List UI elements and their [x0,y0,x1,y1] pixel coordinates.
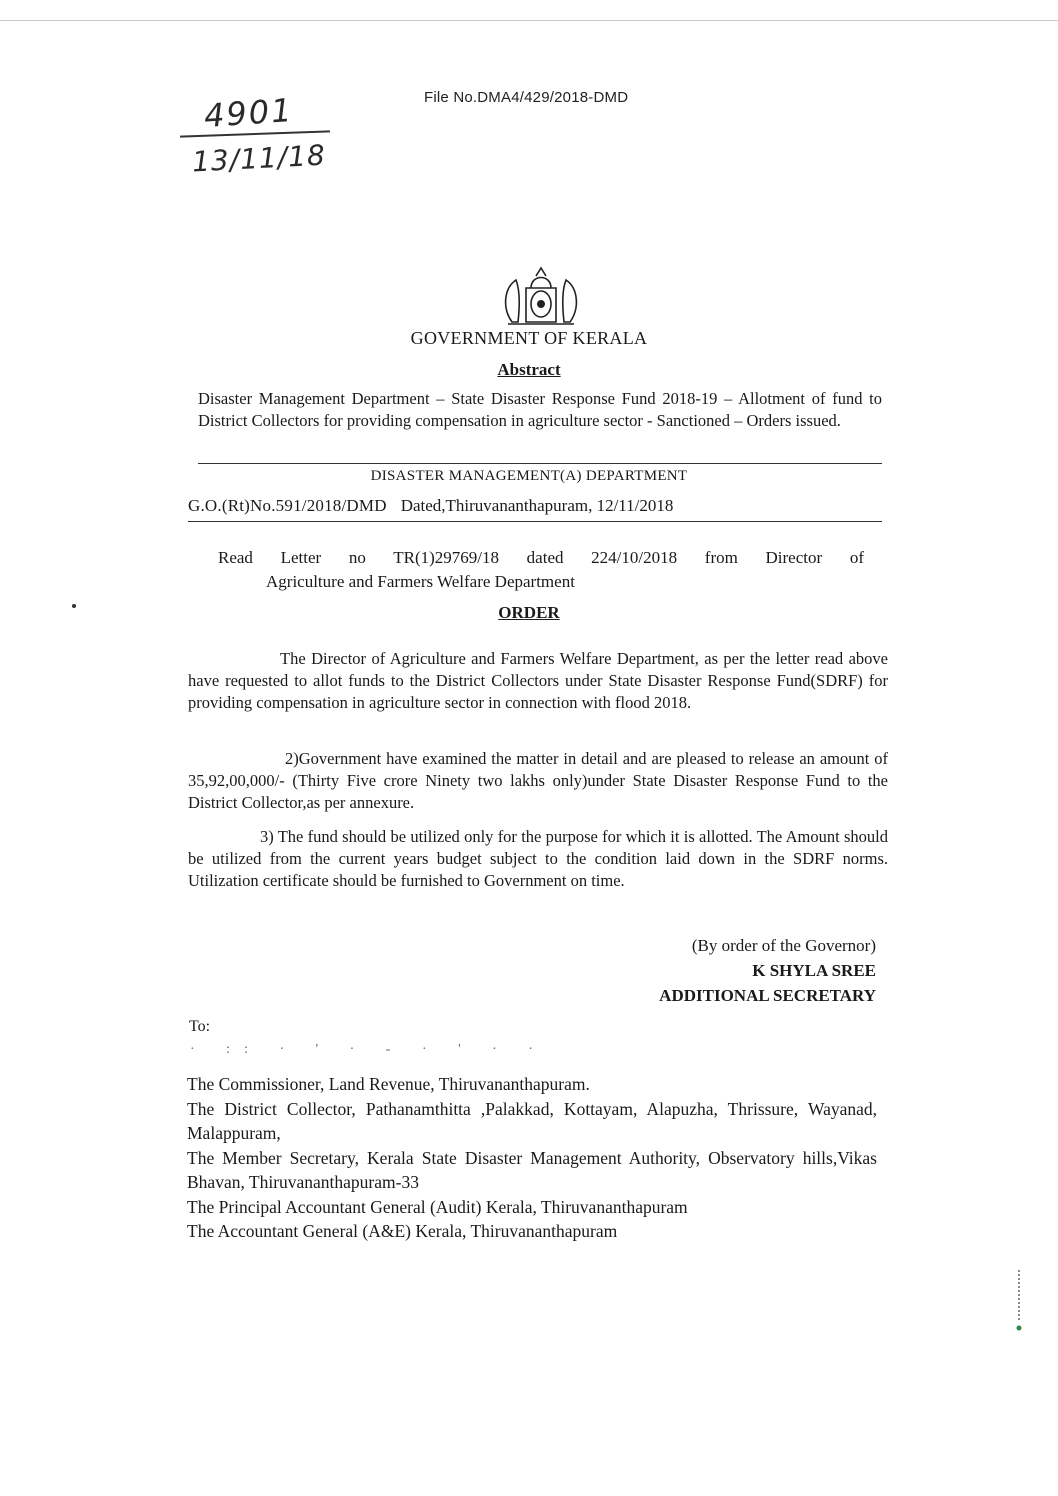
recipient-item: The Member Secretary, Kerala State Disaster Management Authority, Observatory hills,Vikas Bhavan, Thiruvananthapuram-33 [187,1147,877,1192]
order-paragraph-3: 3) The fund should be utilized only for the purpose for which it is allotted. The Amount should be utilized from the current years budget subject to the condition laid down in the SDRF norms. Utilization certificate should be furnished to Government on time. [188,827,888,890]
government-title: GOVERNMENT OF KERALA [410,328,648,348]
by-order-text: (By order of the Governor) [691,936,876,955]
signature-block [600,933,876,1008]
abstract-heading: Abstract [497,360,561,379]
go-line [188,496,673,516]
margin-stamp-icon [1016,1270,1022,1332]
recipient-item: The Commissioner, Land Revenue, Thiruvananthapuram. [187,1074,590,1094]
read-reference [218,546,864,594]
go-date: Dated,Thiruvananthapuram, 12/11/2018 [400,496,674,515]
go-number: G.O.(Rt)No.591/2018/DMD [188,496,387,515]
handwritten-date: 13/11/18 [191,138,327,179]
recipient-list [187,1072,877,1244]
order-paragraph-1: The Director of Agriculture and Farmers Welfare Department, as per the letter read above have requested to allot funds to the District Collectors under State Disaster Response Fund(SDRF) for providing compensation in agriculture sector in connection with flood 2018. [188,649,888,712]
recipient-item: The District Collector, Pathanamthitta ,Palakkad, Kottayam, Alapuzha, Thrissure, Wayanad, Malappuram, [187,1098,877,1143]
recipient-item: The Accountant General (A&E) Kerala, Thiruvananthapuram [187,1221,618,1241]
scan-noise: · :: · ' · - · ' · · [190,1042,547,1057]
recipient-item: The Principal Accountant General (Audit) Kerala, Thiruvananthapuram [187,1196,688,1217]
order-paragraph-2: 2)Government have examined the matter in detail and are pleased to release an amount of 35,92,00,000/- (Thirty Five crore Ninety two lakhs only)under State Disaster Response Fund to the District Collector,as per annexure. [188,749,888,812]
signatory-name: K SHYLA SREE [752,961,876,980]
go-divider [188,521,882,522]
scan-speck [72,604,76,608]
subject-divider [198,463,882,464]
order-heading: ORDER [498,603,560,622]
read-line-2: Agriculture and Farmers Welfare Department [266,572,575,591]
scan-top-edge [0,20,1058,21]
department-heading: DISASTER MANAGEMENT(A) DEPARTMENT [370,468,688,484]
subject-text: Disaster Management Department – State Disaster Response Fund 2018-19 – Allotment of fund to District Collectors for providing compensation in agriculture sector - Sanctioned – Orders issued. [198,389,882,430]
to-label: To: [189,1018,211,1035]
handwritten-number: 4901 [202,90,295,136]
file-number: File No.DMA4/429/2018-DMD [424,89,629,106]
kerala-emblem-icon [498,264,584,328]
signatory-designation: ADDITIONAL SECRETARY [659,986,876,1005]
read-line-1: Read Letter no TR(1)29769/18 dated 224/10/2018 from Director of [218,548,864,567]
